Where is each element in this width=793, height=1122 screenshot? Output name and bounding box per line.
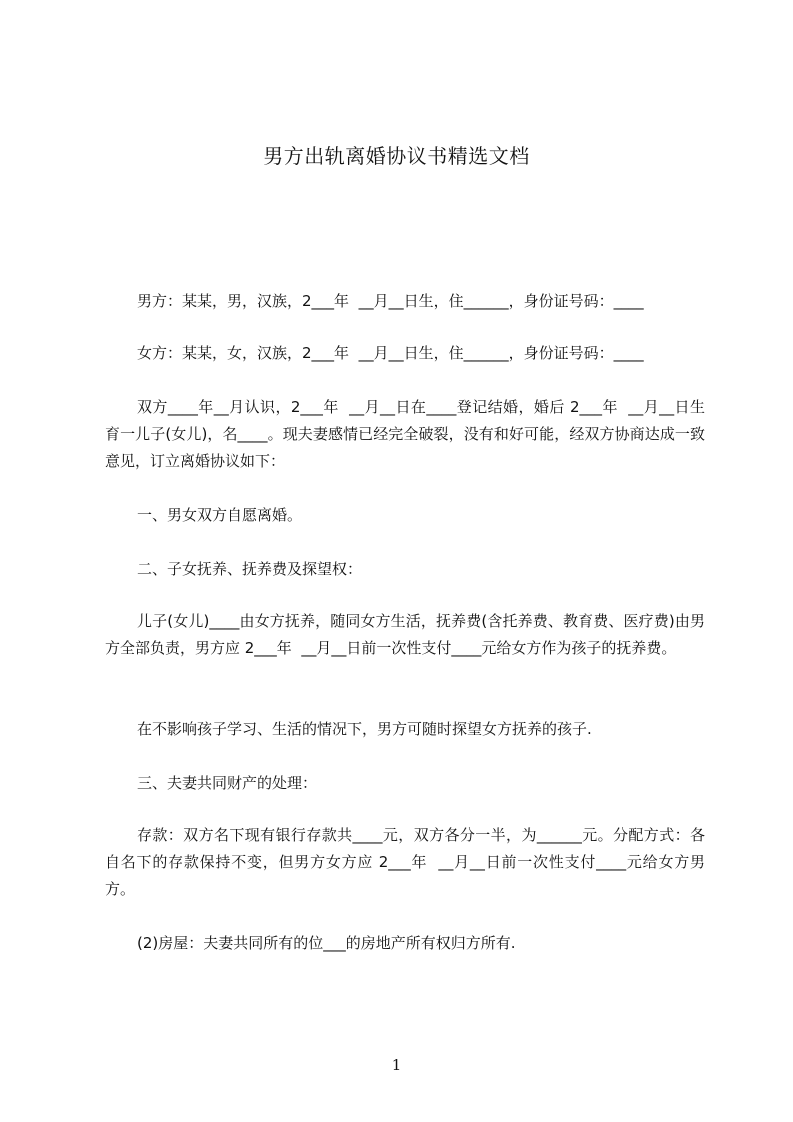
paragraph-child-support: 儿子(女儿)____由女方抚养，随同女方生活，抚养费(含托养费、教育费、医疗费)由男方全部负责，男方应 2___年 __月__日前一次性支付____元给女方作为孩子的抚养费。	[105, 612, 705, 657]
paragraph-clause-3-heading: 三、夫妻共同财产的处理：	[137, 774, 318, 792]
paragraph-visitation: 在不影响孩子学习、生活的情况下，男方可随时探望女方抚养的孩子.	[137, 720, 592, 738]
paragraph-clause-2-heading: 二、子女抚养、抚养费及探望权：	[137, 560, 363, 578]
paragraph-husband-info: 男方：某某，男，汉族，2___年 __月__日生，住______，身份证号码：____	[137, 292, 644, 310]
paragraph-wife-info: 女方：某某，女，汉族，2___年 __月__日生，住______，身份证号码：____	[137, 344, 644, 362]
paragraph-marriage-background: 双方____年__月认识，2___年 __月__日在____登记结婚，婚后 2___年 __月__日生 育一儿子(女儿)，名____。现夫妻感情已经完全破裂，没有和好可能，经双方协商达成一致意见，订立离婚协议如下：	[105, 398, 710, 470]
paragraph-house: (2)房屋：夫妻共同所有的位___的房地产所有权归方所有.	[137, 934, 516, 952]
paragraph-savings: 存款：双方名下现有银行存款共____元，双方各分一半，为______元。分配方式：各自名下的存款保持不变，但男方女方应 2___年 __月__日前一次性支付____元给女方男方。	[105, 826, 705, 898]
page-number: 1	[391, 1056, 402, 1074]
document-title: 男方出轨离婚协议书精选文档	[263, 144, 530, 168]
paragraph-clause-1: 一、男女双方自愿离婚。	[137, 506, 303, 524]
